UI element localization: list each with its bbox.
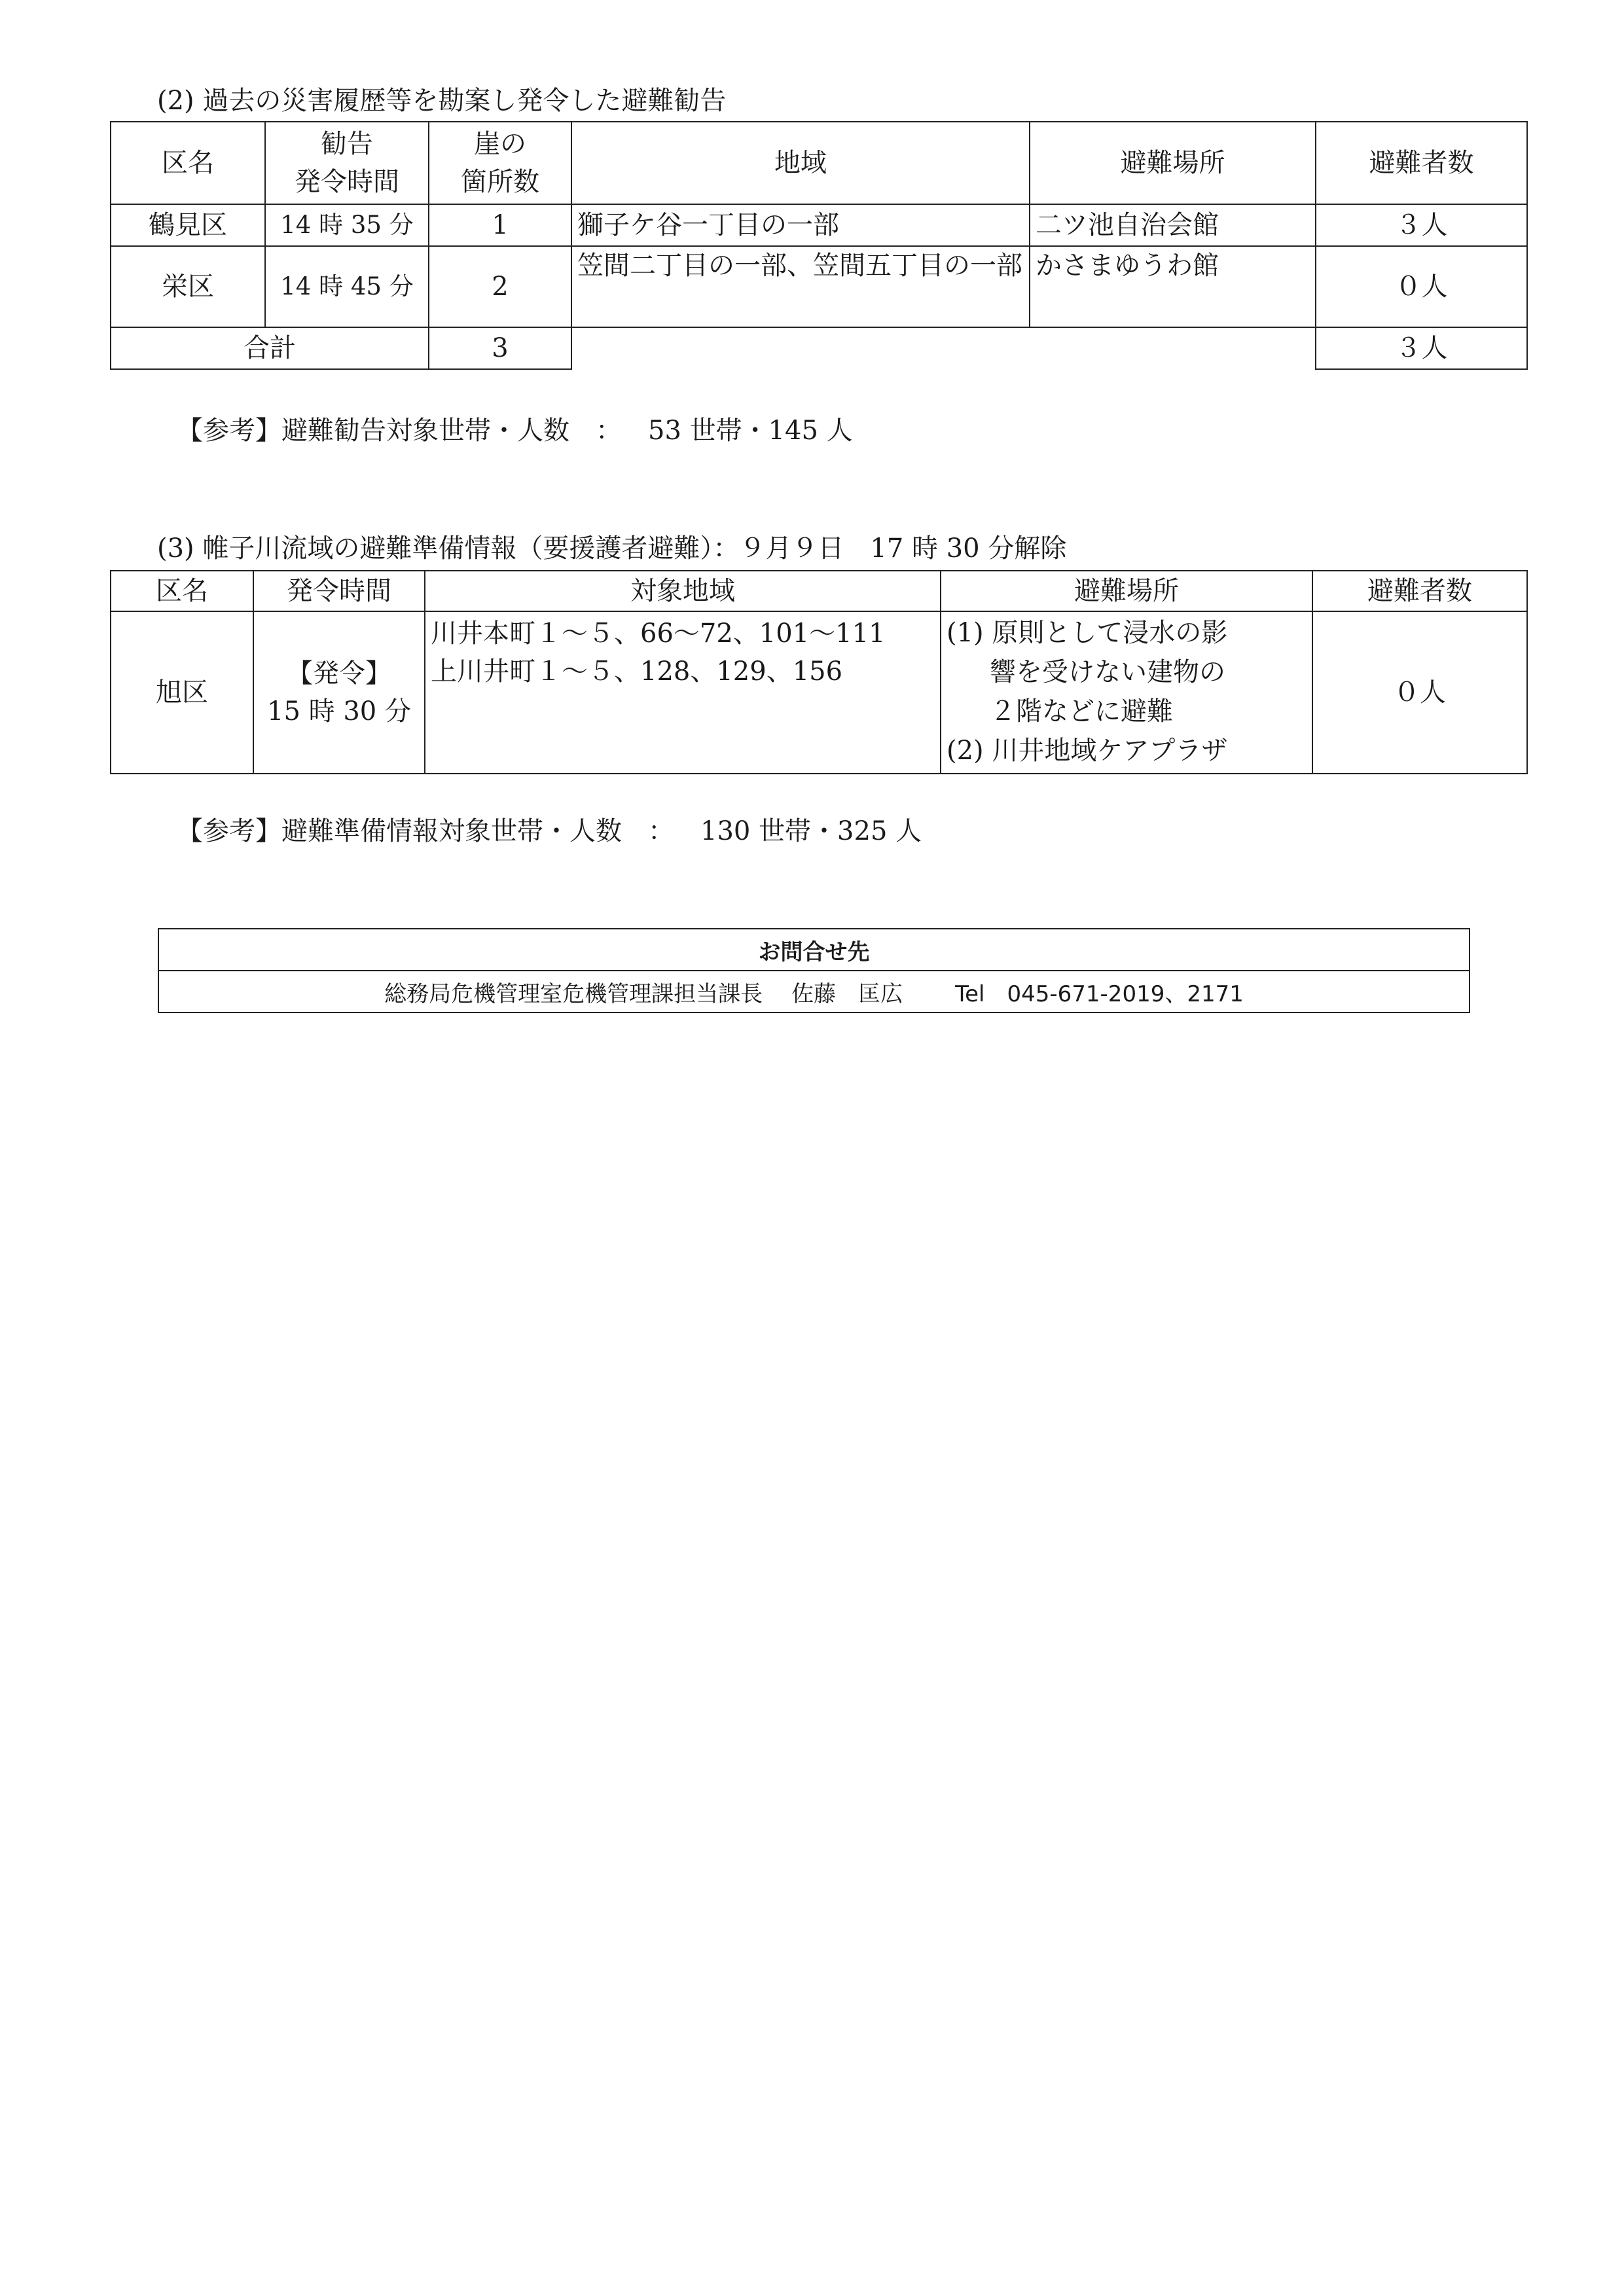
row-ward: 栄区 [111,246,265,327]
section-2-heading: (2) 過去の災害履歴等を勘案し発令した避難勧告 [157,86,727,116]
row-evacuees: ０人 [1312,611,1527,774]
section-3-note [177,818,922,844]
row-area-line1: 川井本町１～５、66～72、101～111 [431,619,886,649]
header-shelter: 避難場所 [941,571,1312,611]
row-time-line1: 【発令】 [287,658,391,689]
shelter-item-1-line2: 響を受けない建物の [990,657,1225,687]
row-count: 2 [429,246,571,327]
section-3-heading: (3) 帷子川流域の避難準備情報（要援護者避難）：９月９日 17 時 30 分解除 [157,533,1067,564]
row-time: 14 時 35 分 [265,204,429,246]
row-evacuees: ０人 [1316,246,1527,327]
contact-department: 総務局危機管理室危機管理課担当課長 [384,980,763,1007]
contact-box [158,928,1470,1013]
note-label: 【参考】避難勧告対象世帯・人数 [177,416,569,446]
contact-name: 佐藤 匡広 [791,980,903,1007]
header-target-area: 対象地域 [425,571,941,611]
row-area: 獅子ケ谷一丁目の一部 [571,204,1030,246]
row-time: 14 時 45 分 [265,246,429,327]
header-shelter: 避難場所 [1030,122,1316,204]
row-time [253,611,425,774]
table-header-row [111,571,1527,611]
total-count: 3 [429,327,571,369]
table-total-row [111,327,1527,369]
shelter-item-1-line1: (1) 原則として浸水の影 [947,618,1228,648]
row-ward: 旭区 [111,611,253,774]
note-value: 130 世帯・325 人 [700,816,922,846]
evacuation-advisory-table [110,121,1528,370]
evacuation-preparation-table [110,570,1528,774]
row-evacuees: ３人 [1316,204,1527,246]
shelter-item-1-line3: ２階などに避難 [990,696,1173,726]
table-row [111,246,1527,327]
header-cliff-count-line2: 箇所数 [461,167,539,197]
shelter-item-2: (2) 川井地域ケアプラザ [947,736,1228,766]
header-issue-time [265,122,429,204]
header-ward: 区名 [111,122,265,204]
row-count: 1 [429,204,571,246]
row-target-area [425,611,941,774]
row-area: 笠間二丁目の一部、笠間五丁目の一部 [571,246,1030,327]
row-ward: 鶴見区 [111,204,265,246]
table-row [111,204,1527,246]
contact-details [158,971,1470,1013]
total-evacuees: ３人 [1316,327,1527,369]
row-shelter: 二ツ池自治会館 [1030,204,1316,246]
note-value: 53 世帯・145 人 [648,416,853,446]
contact-tel: Tel 045-671-2019、2171 [955,980,1244,1007]
note-colon: ： [596,416,622,446]
header-area: 地域 [571,122,1030,204]
header-cliff-count [429,122,571,204]
header-issue-time-line2: 発令時間 [295,167,399,197]
row-area-line2: 上川井町１～５、128、129、156 [431,656,843,687]
note-colon: ： [648,816,674,846]
header-ward: 区名 [111,571,253,611]
header-evacuees: 避難者数 [1312,571,1527,611]
section-2-note [177,418,853,444]
header-issue-time: 発令時間 [253,571,425,611]
header-evacuees: 避難者数 [1316,122,1527,204]
row-time-line2: 15 時 30 分 [267,696,411,726]
table-header-row [111,122,1527,204]
note-label: 【参考】避難準備情報対象世帯・人数 [177,816,622,846]
table-row [111,611,1527,774]
contact-title: お問合せ先 [158,929,1470,971]
total-label: 合計 [111,327,429,369]
total-blank [571,327,1316,369]
row-shelter [941,611,1312,774]
header-issue-time-line1: 勧告 [321,129,373,159]
row-shelter: かさまゆうわ館 [1030,246,1316,327]
header-cliff-count-line1: 崖の [474,129,526,159]
